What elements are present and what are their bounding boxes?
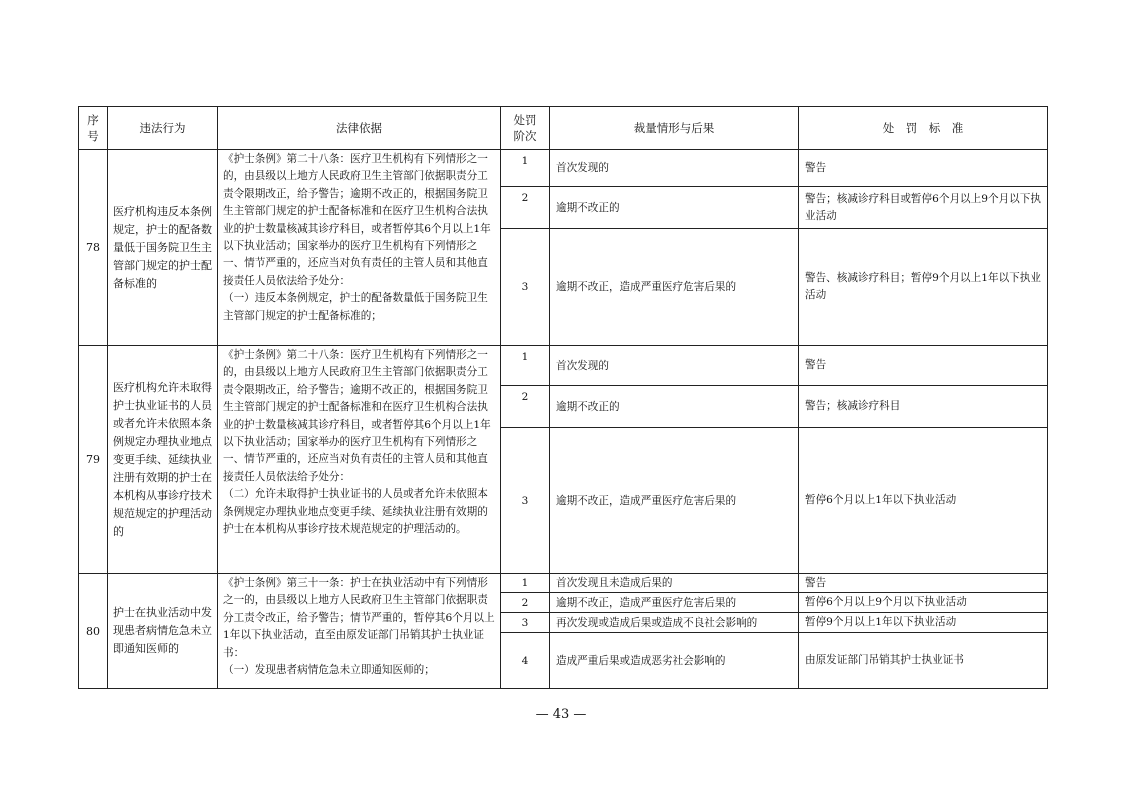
circumstance-text: 首次发现且未造成后果的 bbox=[550, 574, 799, 593]
penalty-level: 3 bbox=[501, 613, 550, 633]
penalty-level: 2 bbox=[501, 187, 550, 229]
circumstance-text: 造成严重后果或造成恶劣社会影响的 bbox=[550, 633, 799, 689]
penalty-text: 由原发证部门吊销其护士执业证书 bbox=[799, 633, 1048, 689]
table-row bbox=[79, 346, 1048, 386]
table-header-row bbox=[79, 107, 1048, 150]
header-circumstances: 裁量情形与后果 bbox=[550, 107, 799, 150]
penalty-text: 暂停9个月以上1年以下执业活动 bbox=[799, 613, 1048, 633]
circumstance-text: 逾期不改正，造成严重医疗危害后果的 bbox=[550, 593, 799, 613]
circumstance-text: 首次发现的 bbox=[550, 150, 799, 187]
header-serial-number: 序 号 bbox=[79, 107, 108, 150]
penalty-level: 1 bbox=[501, 150, 550, 187]
circumstance-text: 再次发现或造成后果或造成不良社会影响的 bbox=[550, 613, 799, 633]
penalty-level: 1 bbox=[501, 574, 550, 593]
header-legal-basis: 法律依据 bbox=[218, 107, 501, 150]
violation-text: 医疗机构允许未取得护士执业证书的人员或者允许未依照本条例规定办理执业地点变更手续、延续执业注册有效期的护士在本机构从事诊疗技术规范规定的护理活动的 bbox=[108, 346, 218, 574]
penalty-level: 3 bbox=[501, 428, 550, 574]
table-row bbox=[79, 150, 1048, 187]
penalty-level: 1 bbox=[501, 346, 550, 386]
penalty-text: 警告；核减诊疗科目或暂停6个月以上9个月以下执业活动 bbox=[799, 187, 1048, 229]
penalty-text: 暂停6个月以上9个月以下执业活动 bbox=[799, 593, 1048, 613]
header-penalty-level: 处罚 阶次 bbox=[501, 107, 550, 150]
legal-basis-text: 《护士条例》第二十八条：医疗卫生机构有下列情形之一的，由县级以上地方人民政府卫生主管部门依据职责分工责令限期改正，给予警告；逾期不改正的，根据国务院卫生主管部门规定的护士配备标准和在医疗卫生机构合法执业的护士数量核减其诊疗科目，或者暂停其6个月以上1年以下执业活动；国家举办的医疗卫生机构有下列情形之一、情节严重的，还应当对负有责任的主管人员和其他直接责任人员依法给予处分： （一）违反本条例规定，护士的配备数量低于国务院卫生主管部门规定的护士配备标准的； bbox=[218, 150, 501, 346]
penalty-text: 暂停6个月以上1年以下执业活动 bbox=[799, 428, 1048, 574]
circumstance-text: 逾期不改正，造成严重医疗危害后果的 bbox=[550, 229, 799, 346]
row-number: 78 bbox=[79, 150, 108, 346]
row-number: 79 bbox=[79, 346, 108, 574]
page-number: — 43 — bbox=[535, 707, 587, 722]
penalty-text: 警告、核减诊疗科目；暂停9个月以上1年以下执业活动 bbox=[799, 229, 1048, 346]
header-penalty-standard: 处 罚 标 准 bbox=[799, 107, 1048, 150]
row-number: 80 bbox=[79, 574, 108, 689]
penalty-text: 警告 bbox=[799, 150, 1048, 187]
legal-basis-text: 《护士条例》第二十八条：医疗卫生机构有下列情形之一的，由县级以上地方人民政府卫生主管部门依据职责分工责令限期改正，给予警告；逾期不改正的，根据国务院卫生主管部门规定的护士配备标准和在医疗卫生机构合法执业的护士数量核减其诊疗科目，或者暂停其6个月以上1年以下执业活动；国家举办的医疗卫生机构有下列情形之一、情节严重的，还应当对负有责任的主管人员和其他直接责任人员依法给予处分： （二）允许未取得护士执业证书的人员或者允许未依照本条例规定办理执业地点变更手续、延续执业注册有效期的护士在本机构从事诊疗技术规范规定的护理活动的。 bbox=[218, 346, 501, 574]
penalty-level: 2 bbox=[501, 593, 550, 613]
circumstance-text: 逾期不改正的 bbox=[550, 386, 799, 428]
table-row bbox=[79, 574, 1048, 593]
violation-text: 护士在执业活动中发现患者病情危急未立即通知医师的 bbox=[108, 574, 218, 689]
penalty-standard-table bbox=[78, 106, 1048, 689]
penalty-level: 3 bbox=[501, 229, 550, 346]
circumstance-text: 首次发现的 bbox=[550, 346, 799, 386]
circumstance-text: 逾期不改正，造成严重医疗危害后果的 bbox=[550, 428, 799, 574]
legal-basis-text: 《护士条例》第三十一条：护士在执业活动中有下列情形之一的，由县级以上地方人民政府卫生主管部门依据职责分工责令改正，给予警告；情节严重的，暂停其6个月以上1年以下执业活动，直至由原发证部门吊销其护士执业证书： （一）发现患者病情危急未立即通知医师的； bbox=[218, 574, 501, 689]
header-violation: 违法行为 bbox=[108, 107, 218, 150]
circumstance-text: 逾期不改正的 bbox=[550, 187, 799, 229]
penalty-level: 2 bbox=[501, 386, 550, 428]
penalty-text: 警告 bbox=[799, 574, 1048, 593]
penalty-text: 警告 bbox=[799, 346, 1048, 386]
penalty-text: 警告；核减诊疗科目 bbox=[799, 386, 1048, 428]
penalty-level: 4 bbox=[501, 633, 550, 689]
violation-text: 医疗机构违反本条例规定，护士的配备数量低于国务院卫生主管部门规定的护士配备标准的 bbox=[108, 150, 218, 346]
